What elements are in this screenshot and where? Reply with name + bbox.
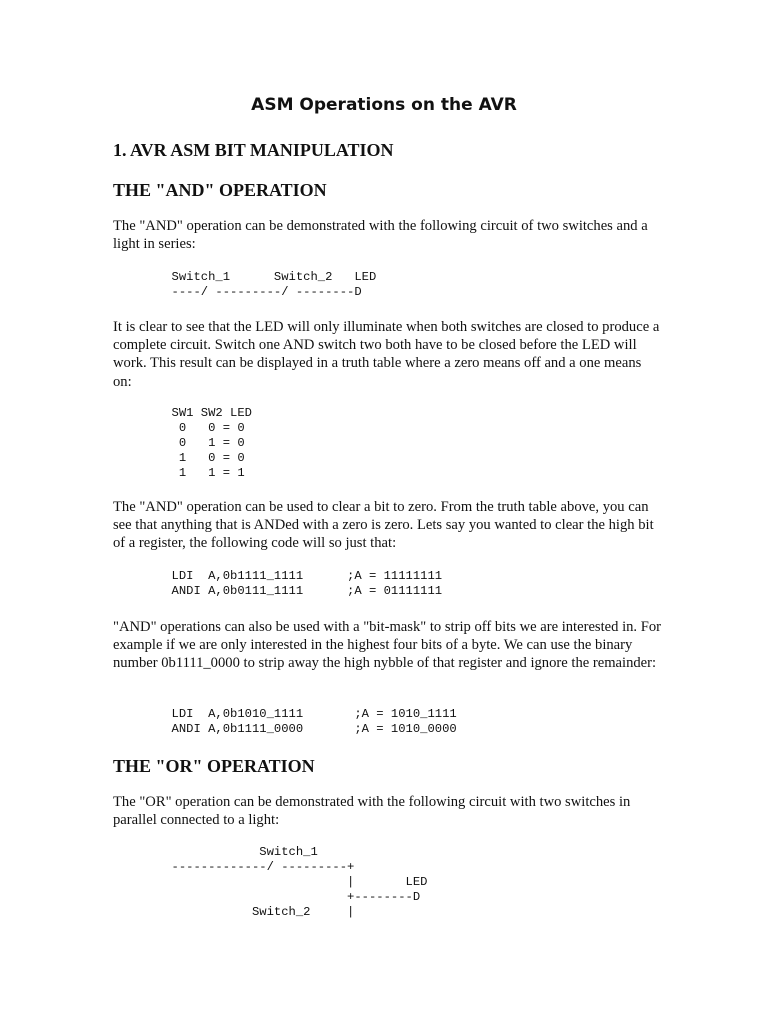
- and-truth-table: SW1 SW2 LED 0 0 = 0 0 1 = 0 1 0 = 0 1 1 = 1: [171, 406, 252, 480]
- or-operation-heading: THE "OR" OPERATION: [113, 756, 315, 776]
- and-bitmask-paragraph: "AND" operations can also be used with a "bit-mask" to strip off bits we are interested in. For example if we are only interested in the highest four bits of a byte. We can use the binary number 0b1111_0000 to strip away the high nybble of that register and ignore the remainder:: [113, 619, 662, 672]
- and-operation-heading: THE "AND" OPERATION: [113, 180, 327, 200]
- and-circuit-diagram: Switch_1 Switch_2 LED ----/ ---------/ --------D: [171, 270, 377, 299]
- and-explanation-paragraph: It is clear to see that the LED will only illuminate when both switches are closed to produce a complete circuit. Switch one AND switch two both have to be closed before the LED will work. This result can be displayed in a truth table where a zero means off and a one means on:: [113, 319, 660, 390]
- and-clear-bit-paragraph: The "AND" operation can be used to clear a bit to zero. From the truth table above, you can see that anything that is ANDed with a zero is zero. Lets say you wanted to clear the high bit of a register, the following code will so just that:: [113, 499, 654, 552]
- section-heading: 1. AVR ASM BIT MANIPULATION: [113, 140, 394, 160]
- or-intro-paragraph: The "OR" operation can be demonstrated with the following circuit with two switches in parallel connected to a light:: [113, 794, 631, 829]
- and-code-block-1: LDI A,0b1111_1111 ;A = 11111111 ANDI A,0b0111_1111 ;A = 01111111: [171, 569, 443, 598]
- or-circuit-diagram: Switch_1 -------------/ ---------+ | LED +--------D Switch_2 |: [171, 845, 428, 919]
- document-title: ASM Operations on the AVR: [251, 95, 517, 115]
- and-code-block-2: LDI A,0b1010_1111 ;A = 1010_1111 ANDI A,0b1111_0000 ;A = 1010_0000: [171, 707, 457, 736]
- and-intro-paragraph: The "AND" operation can be demonstrated with the following circuit of two switches and a light in series:: [113, 218, 648, 253]
